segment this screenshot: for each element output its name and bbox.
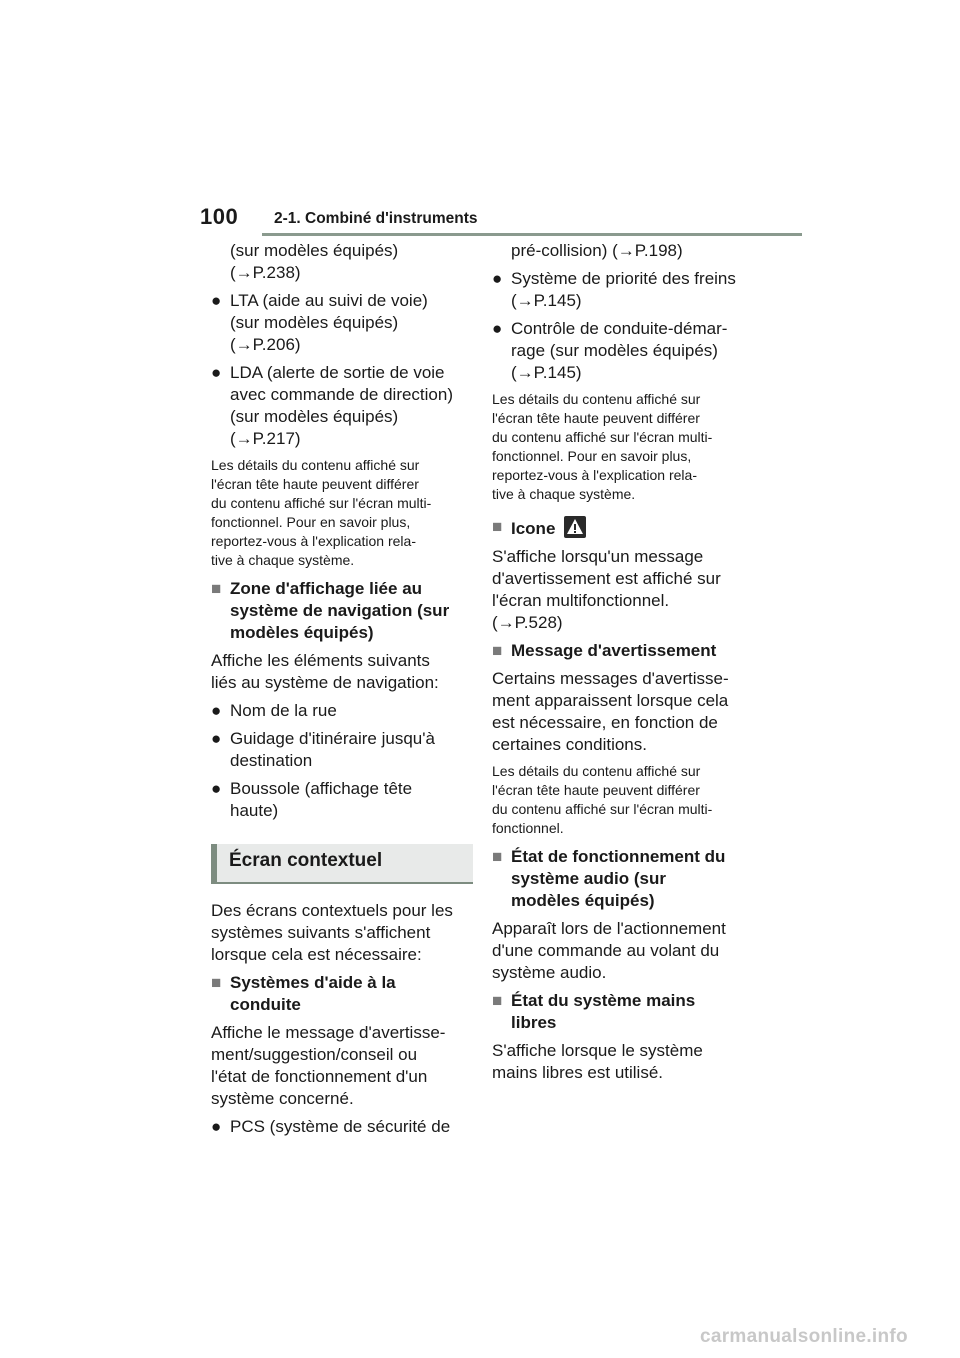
- note: [492, 390, 754, 504]
- text-line: rage (sur modèles équipés): [511, 341, 718, 360]
- text-line: (→P.217): [230, 429, 301, 448]
- text-line: LDA (alerte de sortie de voie: [230, 363, 445, 382]
- paragraph: [211, 1022, 473, 1110]
- text-line: Les détails du contenu affiché sur: [492, 763, 701, 779]
- paragraph: [492, 240, 754, 262]
- text-line: l'état de fonctionnement d'un: [211, 1067, 428, 1086]
- square-bullet-icon: ■: [492, 517, 503, 536]
- square-bullet-icon: ■: [492, 991, 503, 1010]
- left-column: [211, 240, 473, 1144]
- text-line: fonctionnel. Pour en savoir plus,: [492, 448, 692, 464]
- bullet-icon: ●: [211, 729, 222, 748]
- text-line: (sur modèles équipés): [230, 407, 399, 426]
- text-line: S'affiche lorsque le système: [492, 1041, 703, 1060]
- text-line: Icone: [511, 519, 556, 538]
- paragraph: [492, 546, 754, 634]
- list-item: [492, 318, 754, 384]
- square-bullet-icon: ■: [211, 579, 222, 598]
- text-line: Zone d'affichage liée au: [230, 579, 423, 598]
- text-line: du contenu affiché sur l'écran multi-: [492, 429, 713, 445]
- text-line: Guidage d'itinéraire jusqu'à: [230, 729, 435, 748]
- paragraph: [492, 1040, 754, 1084]
- list-item: [211, 728, 473, 772]
- text-line: PCS (système de sécurité de: [230, 1117, 451, 1136]
- text-line: systèmes suivants s'affichent: [211, 923, 431, 942]
- text-line: État de fonctionnement du: [511, 847, 726, 866]
- text-line: l'écran tête haute peuvent différer: [492, 410, 700, 426]
- warning-icon: [564, 516, 586, 538]
- subheading: [492, 846, 754, 912]
- text-line: Nom de la rue: [230, 701, 337, 720]
- text-line: avec commande de direction): [230, 385, 454, 404]
- text-line: (sur modèles équipés): [230, 313, 399, 332]
- text-line: l'écran multifonctionnel.: [492, 591, 670, 610]
- list-item: [492, 268, 754, 312]
- text-line: S'affiche lorsqu'un message: [492, 547, 704, 566]
- text-line: (sur modèles équipés): [230, 241, 399, 260]
- text-line: certaines conditions.: [492, 735, 647, 754]
- subheading: [211, 578, 473, 644]
- text-line: Apparaît lors de l'actionnement: [492, 919, 726, 938]
- text-line: d'avertissement est affiché sur: [492, 569, 721, 588]
- text-line: Systèmes d'aide à la: [230, 973, 396, 992]
- square-bullet-icon: ■: [211, 973, 222, 992]
- text-line: reportez-vous à l'explication rela-: [492, 467, 697, 483]
- text-line: conduite: [230, 995, 301, 1014]
- bullet-icon: ●: [492, 319, 503, 338]
- text-line: du contenu affiché sur l'écran multi-: [211, 495, 432, 511]
- list-item: [211, 290, 473, 356]
- text-line: fonctionnel. Pour en savoir plus,: [211, 514, 411, 530]
- text-line: modèles équipés): [511, 891, 655, 910]
- paragraph: [492, 918, 754, 984]
- list-item: [211, 362, 473, 450]
- text-line: du contenu affiché sur l'écran multi-: [492, 801, 713, 817]
- list-item: [211, 700, 473, 722]
- text-line: Système de priorité des freins: [511, 269, 736, 288]
- square-bullet-icon: ■: [492, 847, 503, 866]
- paragraph: [492, 668, 754, 756]
- text-line: Affiche le message d'avertisse-: [211, 1023, 446, 1042]
- text-line: est nécessaire, en fonction de: [492, 713, 718, 732]
- text-line: libres: [511, 1013, 557, 1032]
- section-heading-box: Écran contextuel: [211, 844, 473, 884]
- text-line: Les détails du contenu affiché sur: [211, 457, 420, 473]
- note: [492, 762, 754, 838]
- text-line: ment/suggestion/conseil ou: [211, 1045, 418, 1064]
- bullet-icon: ●: [211, 291, 222, 310]
- bullet-icon: ●: [211, 363, 222, 382]
- text-line: Message d'avertissement: [511, 641, 717, 660]
- paragraph: [211, 240, 473, 284]
- text-line: liés au système de navigation:: [211, 673, 439, 692]
- text-line: modèles équipés): [230, 623, 374, 642]
- text-line: (→P.145): [511, 363, 582, 382]
- section-title: 2-1. Combiné d'instruments: [274, 210, 478, 227]
- bullet-icon: ●: [211, 779, 222, 798]
- subheading: [492, 640, 754, 662]
- bullet-icon: ●: [492, 269, 503, 288]
- page-header: [200, 204, 802, 236]
- text-line: destination: [230, 751, 313, 770]
- text-line: tive à chaque système.: [492, 486, 636, 502]
- text-line: reportez-vous à l'explication rela-: [211, 533, 416, 549]
- text-line: l'écran tête haute peuvent différer: [211, 476, 419, 492]
- list-item: [211, 778, 473, 822]
- text-line: lorsque cela est nécessaire:: [211, 945, 422, 964]
- bullet-icon: ●: [211, 701, 222, 720]
- text-line: fonctionnel.: [492, 820, 564, 836]
- text-line: système audio (sur: [511, 869, 666, 888]
- right-column: [492, 240, 754, 1090]
- text-line: d'une commande au volant du: [492, 941, 720, 960]
- text-line: système de navigation (sur: [230, 601, 450, 620]
- text-line: (→P.145): [511, 291, 582, 310]
- text-line: Boussole (affichage tête: [230, 779, 413, 798]
- text-line: système concerné.: [211, 1089, 354, 1108]
- header-rule: [262, 233, 802, 236]
- text-line: tive à chaque système.: [211, 552, 355, 568]
- text-line: État du système mains: [511, 991, 696, 1010]
- bullet-icon: ●: [211, 1117, 222, 1136]
- text-line: (→P.528): [492, 613, 563, 632]
- text-line: (→P.238): [230, 263, 301, 282]
- paragraph: [211, 900, 473, 966]
- square-bullet-icon: ■: [492, 641, 503, 660]
- text-line: LTA (aide au suivi de voie): [230, 291, 428, 310]
- text-line: Les détails du contenu affiché sur: [492, 391, 701, 407]
- text-line: Contrôle de conduite-démar-: [511, 319, 728, 338]
- text-line: (→P.206): [230, 335, 301, 354]
- text-line: ment apparaissent lorsque cela: [492, 691, 729, 710]
- list-item: [211, 1116, 473, 1138]
- watermark: carmanualsonline.info: [700, 1326, 908, 1347]
- subheading: [211, 972, 473, 1016]
- subheading: [492, 990, 754, 1034]
- text-line: pré-collision) (→P.198): [511, 241, 683, 260]
- text-line: Affiche les éléments suivants: [211, 651, 430, 670]
- text-line: mains libres est utilisé.: [492, 1063, 664, 1082]
- text-line: Certains messages d'avertisse-: [492, 669, 729, 688]
- paragraph: [211, 650, 473, 694]
- page-number: 100: [200, 204, 239, 229]
- note: [211, 456, 473, 570]
- text-line: l'écran tête haute peuvent différer: [492, 782, 700, 798]
- subheading: [492, 516, 754, 540]
- text-line: haute): [230, 801, 279, 820]
- text-line: Des écrans contextuels pour les: [211, 901, 453, 920]
- text-line: système audio.: [492, 963, 607, 982]
